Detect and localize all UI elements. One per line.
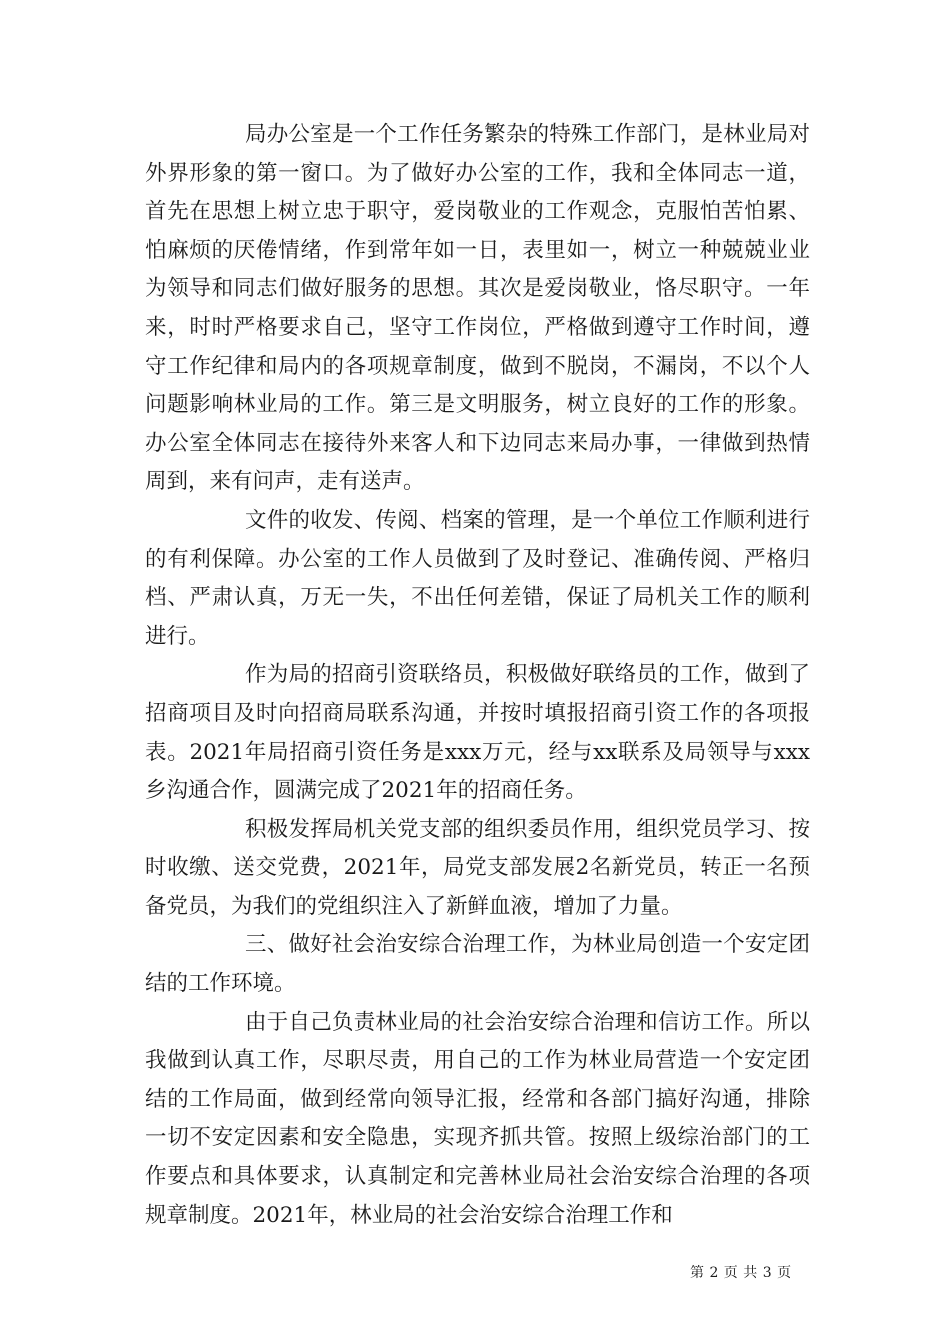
paragraph-document-management: 文件的收发、传阅、档案的管理，是一个单位工作顺利进行的有利保障。办公室的工作人员做到了及时登记、准确传阅、严格归档、严肃认真，万无一失，不出任何差错，保证了局机关工作的顺利进行。 xyxy=(145,507,810,649)
document-body xyxy=(145,116,810,1235)
paragraph-party-branch: 积极发挥局机关党支部的组织委员作用，组织党员学习、按时收缴、送交党费，2021年，局党支部发展2名新党员，转正一名预备党员，为我们的党组织注入了新鲜血液，增加了力量。 xyxy=(145,816,810,919)
paragraph-public-security: 由于自己负责林业局的社会治安综合治理和信访工作。所以我做到认真工作，尽职尽责，用自己的工作为林业局营造一个安定团结的工作局面，做到经常向领导汇报，经常和各部门搞好沟通，排除一切不安定因素和安全隐患，实现齐抓共管。按照上级综治部门的工作要点和具体要求，认真制定和完善林业局社会治安综合治理的各项规章制度。2021年，林业局的社会治安综合治理工作和 xyxy=(145,1009,810,1228)
paragraph-investment-liaison: 作为局的招商引资联络员，积极做好联络员的工作，做到了招商项目及时向招商局联系沟通，并按时填报招商引资工作的各项报表。2021年局招商引资任务是xxx万元，经与xx联系及局领导与xxx乡沟通合作，圆满完成了2021年的招商任务。 xyxy=(145,662,810,804)
page-number-footer: 第 2 页 共 3 页 xyxy=(690,1265,792,1281)
paragraph-office-work: 局办公室是一个工作任务繁杂的特殊工作部门，是林业局对外界形象的第一窗口。为了做好办公室的工作，我和全体同志一道，首先在思想上树立忠于职守，爱岗敬业的工作观念，克服怕苦怕累、怕麻烦的厌倦情绪，作到常年如一日，表里如一，树立一种兢兢业业为领导和同志们做好服务的思想。其次是爱岗敬业，恪尽职守。一年来，时时严格要求自己，坚守工作岗位，严格做到遵守工作时间，遵守工作纪律和局内的各项规章制度，做到不脱岗，不漏岗，不以个人问题影响林业局的工作。第三是文明服务，树立良好的工作的形象。办公室全体同志在接待外来客人和下边同志来局办事，一律做到热情周到，来有问声，走有送声。 xyxy=(145,122,810,495)
section-heading-public-security: 三、做好社会治安综合治理工作，为林业局创造一个安定团结的工作环境。 xyxy=(145,932,810,997)
